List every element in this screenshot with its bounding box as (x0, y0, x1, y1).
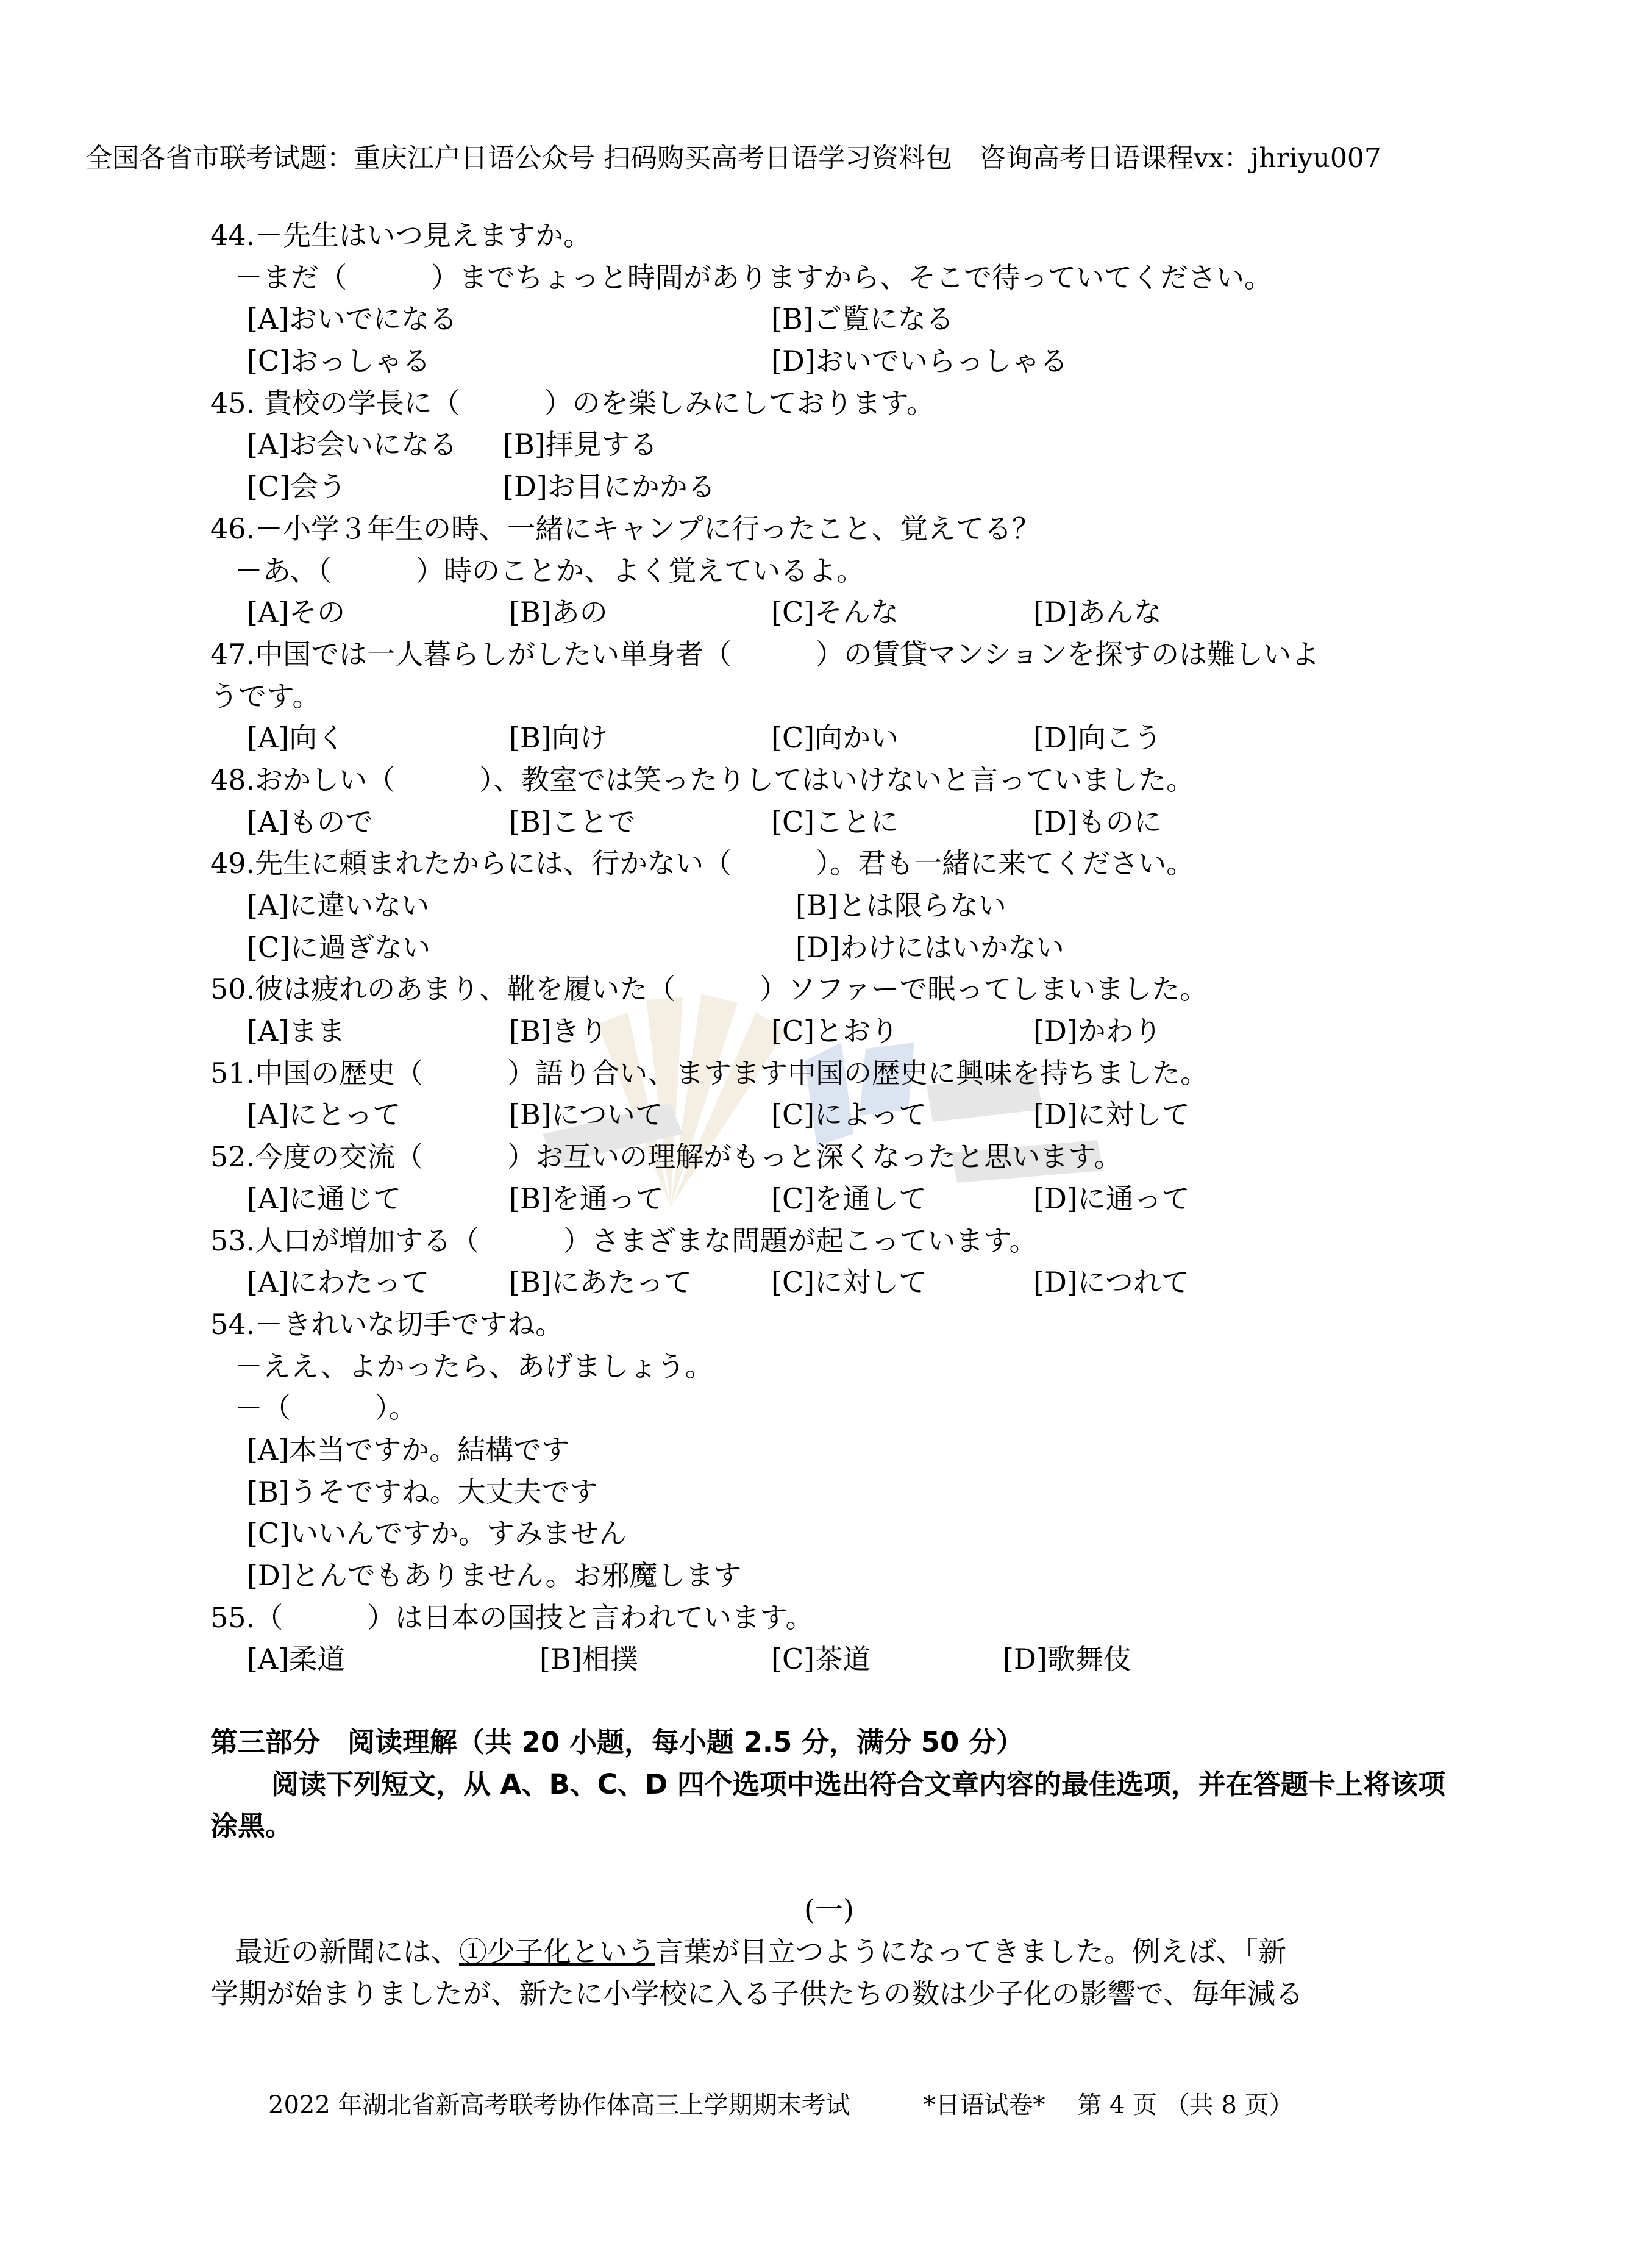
section-title: 第三部分 阅读理解（共 20 小题，每小题 2.5 分，满分 50 分） (210, 1726, 1024, 1759)
question-46-options (210, 591, 1448, 633)
option-b[interactable]: [B]ことで (509, 805, 636, 838)
option-b[interactable]: [B]相撲 (539, 1642, 638, 1676)
option-c[interactable]: [C]に過ぎない (247, 930, 431, 964)
option-d[interactable]: [D]あんな (1033, 596, 1162, 629)
question-45-line1: 45. 貴校の学長に（ ）のを楽しみにしております。 (210, 386, 935, 419)
passage-number: (一) (804, 1893, 854, 1927)
option-a[interactable]: [A]向く (247, 721, 346, 755)
underlined-phrase: ①少子化という (459, 1935, 655, 1968)
question-46-line1: 46.－小学３年生の時、一緒にキャンプに行ったこと、覚えてる？ (210, 512, 1041, 545)
question-49-options-ab (210, 885, 1448, 927)
option-c[interactable]: [C]いいんですか。すみません (247, 1517, 627, 1550)
question-54-line2: －ええ、よかったら、あげましょう。 (235, 1349, 713, 1383)
option-d[interactable]: [D]お目にかかる (503, 470, 716, 504)
question-44-line2: －まだ（ ）までちょっと時間がありますから、そこで待っていてください。 (235, 260, 1272, 294)
question-46-line2: －あ、（ ）時のことか、よく覚えているよ。 (235, 554, 865, 587)
option-a[interactable]: [A]まま (247, 1015, 346, 1048)
question-52-options (210, 1178, 1448, 1220)
option-d[interactable]: [D]につれて (1033, 1266, 1189, 1299)
question-55-line1: 55.（ ）は日本の国技と言われています。 (210, 1600, 814, 1634)
option-a[interactable]: [A]柔道 (247, 1642, 346, 1676)
option-b[interactable]: [B]とは限らない (796, 889, 1006, 922)
option-b[interactable]: [B]うそですね。大丈夫です (247, 1475, 598, 1508)
question-47-options (210, 717, 1448, 759)
option-a[interactable]: [A]もので (247, 805, 374, 838)
question-47-line2: うです。 (210, 679, 321, 713)
passage-paragraph-line1 (210, 1931, 1448, 1973)
option-c[interactable]: [C]向かい (771, 721, 899, 755)
option-a[interactable]: [A]その (247, 596, 346, 629)
question-48-options (210, 801, 1448, 843)
option-c[interactable]: [C]会う (247, 470, 347, 504)
option-b[interactable]: [B]にあたって (509, 1266, 692, 1299)
option-c[interactable]: [C]によって (771, 1098, 927, 1132)
option-c[interactable]: [C]そんな (771, 596, 899, 629)
question-50-options (210, 1010, 1448, 1052)
option-d[interactable]: [D]向こう (1033, 721, 1162, 755)
option-b[interactable]: [B]拝見する (503, 428, 658, 462)
question-55-options (210, 1638, 1448, 1680)
option-c[interactable]: [C]ことに (771, 805, 899, 838)
option-d[interactable]: [D]ものに (1033, 805, 1162, 838)
option-b[interactable]: [B]きり (509, 1015, 608, 1048)
question-content (210, 215, 1448, 2014)
question-51-options (210, 1094, 1448, 1136)
question-53-options (210, 1261, 1448, 1303)
option-d[interactable]: [D]歌舞伎 (1003, 1642, 1131, 1676)
question-49-options-cd (210, 927, 1448, 969)
question-54-line3: －（ ）。 (235, 1391, 417, 1425)
question-49-line1: 49.先生に頼まれたからには、行かない（ ）。君も一緒に来てください。 (210, 847, 1195, 880)
option-b[interactable]: [B]について (509, 1098, 663, 1132)
page-footer: 2022 年湖北省新高考联考协作体高三上学期期末考试 *日语试卷* 第 4 页 （共 8 页） (268, 2091, 1294, 2119)
option-d[interactable]: [D]おいでいらっしゃる (771, 344, 1068, 378)
option-a[interactable]: [A]お会いになる (247, 428, 458, 462)
option-d[interactable]: [D]に対して (1033, 1098, 1190, 1132)
option-a[interactable]: [A]おいでになる (247, 302, 458, 336)
option-c[interactable]: [C]に対して (771, 1266, 927, 1299)
option-a[interactable]: [A]に違いない (247, 889, 430, 922)
option-d[interactable]: [D]に通って (1033, 1182, 1190, 1215)
option-b[interactable]: [B]あの (509, 596, 608, 629)
page-header: 全国各省市联考试题：重庆江户日语公众号 扫码购买高考日语学习资料包 咨询高考日语课程vx：jhriyu007 (85, 143, 1381, 174)
option-a[interactable]: [A]に通じて (247, 1182, 402, 1215)
question-44-options-cd (210, 340, 1448, 382)
option-c[interactable]: [C]おっしゃる (247, 344, 431, 378)
option-b[interactable]: [B]ご覧になる (771, 302, 954, 336)
question-51-line1: 51.中国の歴史（ ）語り合い、ますます中国の歴史に興味を持ちました。 (210, 1056, 1209, 1089)
question-54-line1: 54.－きれいな切手ですね。 (210, 1307, 564, 1341)
option-a[interactable]: [A]にとって (247, 1098, 401, 1132)
question-50-line1: 50.彼は疲れのあまり、靴を履いた（ ）ソファーで眠ってしまいました。 (210, 972, 1208, 1006)
option-b[interactable]: [B]向け (509, 721, 608, 755)
question-52-line1: 52.今度の交流（ ）お互いの理解がもっと深くなったと思います。 (210, 1140, 1122, 1174)
section-instructions: 阅读下列短文，从 A、B、C、D 四个选项中选出符合文章内容的最佳选项，并在答题卡上将该项涂黑。 (210, 1767, 1445, 1842)
option-c[interactable]: [C]茶道 (771, 1642, 871, 1676)
passage-text: 最近の新聞には、 (235, 1935, 459, 1968)
question-47-line1: 47.中国では一人暮らしがしたい単身者（ ）の賃貸マンションを探すのは難しいよ (210, 637, 1320, 671)
question-53-line1: 53.人口が増加する（ ）さまざまな問題が起こっています。 (210, 1224, 1038, 1257)
option-c[interactable]: [C]を通して (771, 1182, 927, 1215)
passage-text: 言葉が目立つようになってきました。例えば、「新 (655, 1935, 1286, 1968)
question-45-options-ab (210, 424, 1448, 466)
option-a[interactable]: [A]本当ですか。結構です (247, 1433, 570, 1466)
option-d[interactable]: [D]かわり (1033, 1015, 1162, 1048)
option-d[interactable]: [D]とんでもありません。お邪魔します (247, 1559, 742, 1592)
option-a[interactable]: [A]にわたって (247, 1266, 430, 1299)
question-44-line1: 44.－先生はいつ見えますか。 (210, 219, 592, 252)
question-45-options-cd (210, 466, 1448, 508)
option-b[interactable]: [B]を通って (509, 1182, 664, 1215)
question-44-options-ab (210, 298, 1448, 340)
option-c[interactable]: [C]とおり (771, 1015, 899, 1048)
question-48-line1: 48.おかしい（ ）、教室では笑ったりしてはいけないと言っていました。 (210, 763, 1195, 796)
option-d[interactable]: [D]わけにはいかない (796, 930, 1064, 964)
passage-paragraph-line2: 学期が始まりましたが、新たに小学校に入る子供たちの数は少子化の影響で、毎年減る (210, 1977, 1304, 2010)
